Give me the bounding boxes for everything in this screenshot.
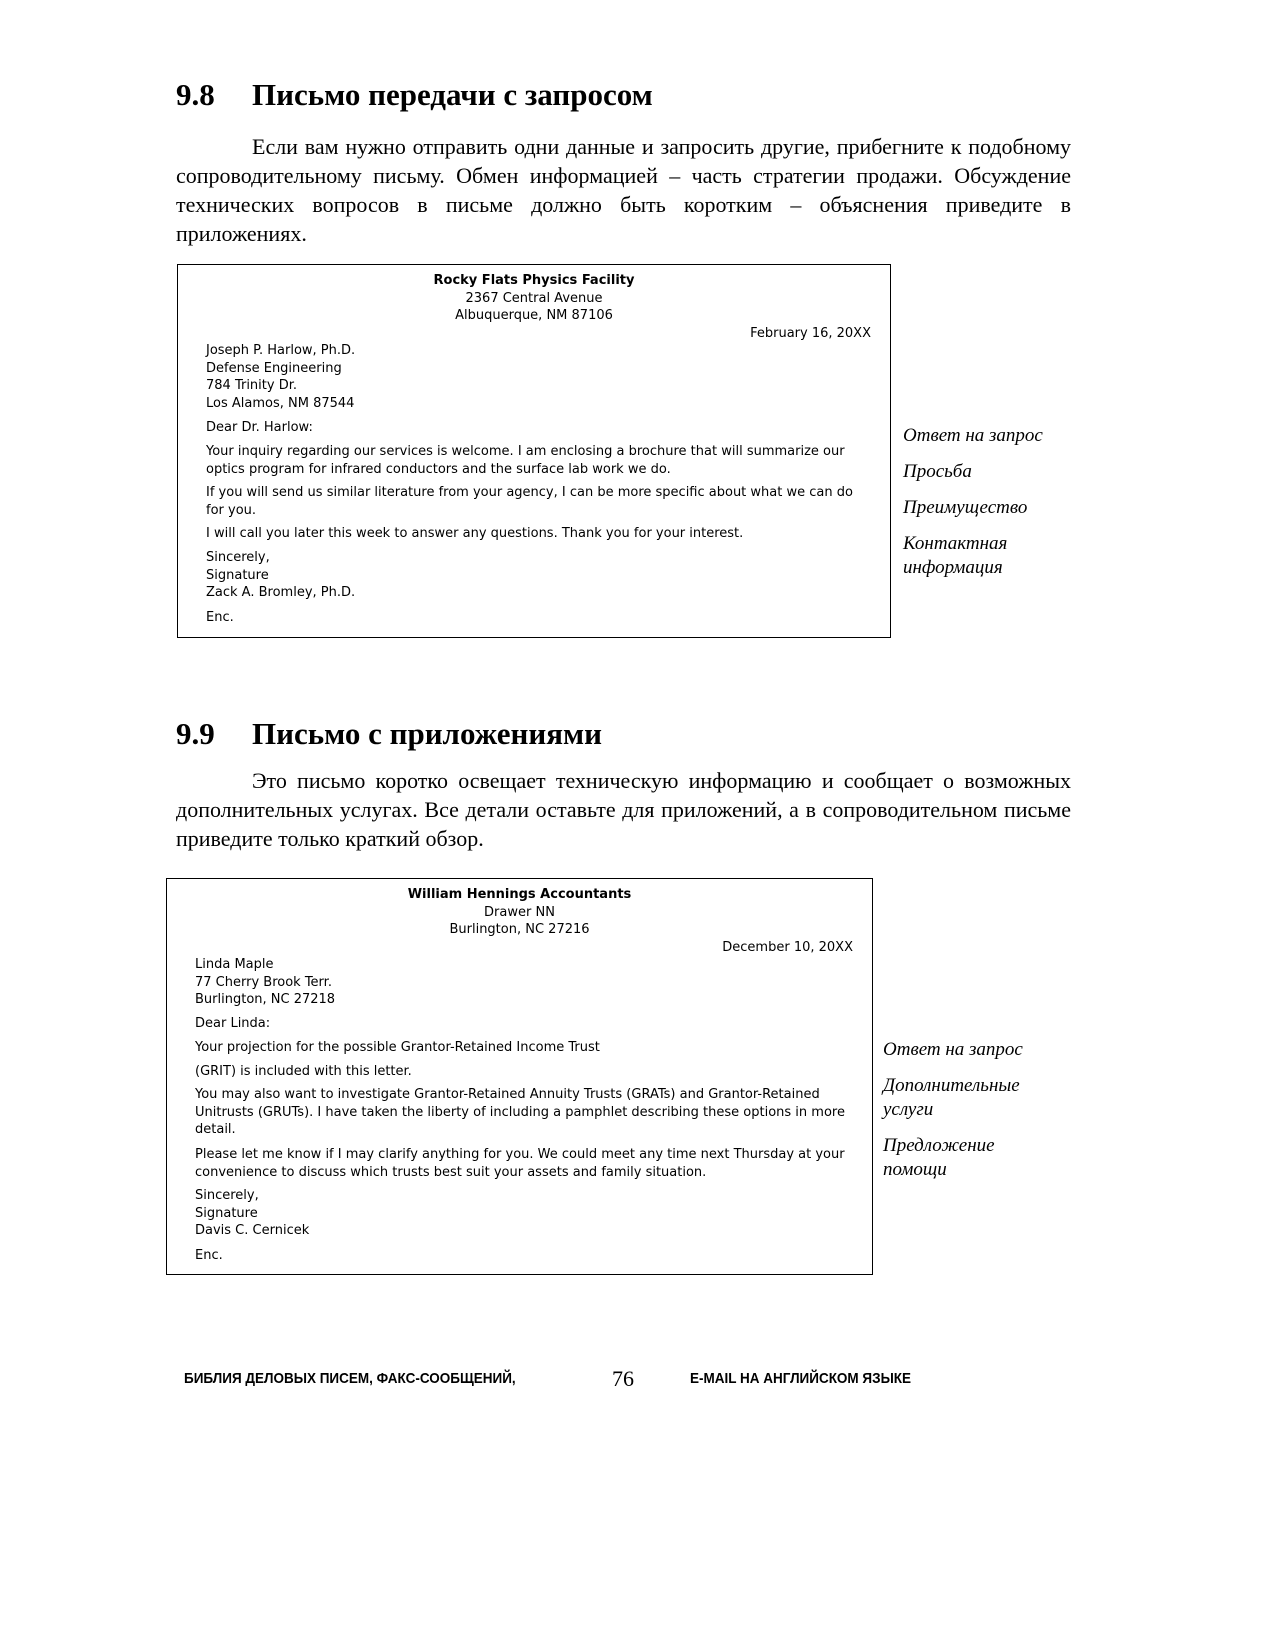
recipient-line: Burlington, NC 27218 <box>195 992 336 1007</box>
letterhead-organization: William Hennings Accountants <box>407 887 632 902</box>
letter-paragraph: Your projection for the possible Grantor-Retained Income Trust <box>195 1040 600 1055</box>
section-intro: Если вам нужно отправить одни данные и запросить другие, прибегните к подобному сопроводительному письму. Обмен информацией – часть стратегии продажи. Обсуждение технических вопросов в письме должно быть коротким – объяснения приведите в приложениях. <box>176 134 1071 246</box>
salutation: Dear Linda: <box>195 1016 271 1031</box>
closing: Sincerely, <box>195 1188 259 1203</box>
closing: Sincerely, <box>206 550 270 565</box>
letterhead <box>167 886 872 939</box>
letterhead-street: 2367 Central Avenue <box>465 290 603 306</box>
section-number: 9.8 <box>176 77 215 112</box>
section-title: Письмо передачи с запросом <box>252 77 653 112</box>
section-intro: Это письмо коротко освещает техническую информацию и сообщает о возможных дополнительных услугах. Все детали оставьте для приложений, а в сопроводительном письме приведите только краткий обзор. <box>176 768 1071 851</box>
letterhead-city: Albuquerque, NM 87106 <box>455 308 613 323</box>
letterhead-street: Drawer NN <box>484 904 555 920</box>
letter-box-2 <box>166 878 873 1275</box>
margin-notes-2 <box>883 1038 1053 1182</box>
letter-paragraph: Your inquiry regarding our services is welcome. I am enclosing a brochure that will summarize our optics program for infrared conductors and the surface lab work we do. <box>206 444 845 477</box>
page-number: 76 <box>612 1366 634 1391</box>
enclosure-note: Enc. <box>195 1248 223 1263</box>
letter-paragraph: You may also want to investigate Grantor-Retained Annuity Trusts (GRATs) and Grantor-Retained Unitrusts (GRUTs). I have taken the liberty of including a pamphlet describing these options in more detail. <box>195 1087 845 1137</box>
section-number: 9.9 <box>176 716 215 751</box>
margin-note: Дополнительные услуги <box>883 1075 1020 1120</box>
recipient-line: 77 Cherry Brook Terr. <box>195 974 332 990</box>
signer-name: Davis C. Cernicek <box>195 1223 310 1238</box>
signature-block <box>195 1187 850 1240</box>
recipient-line: Linda Maple <box>195 957 274 972</box>
signature: Signature <box>206 567 269 583</box>
margin-note: Ответ на запрос <box>883 1039 1023 1060</box>
signature-block <box>206 549 868 602</box>
section-title: Письмо с приложениями <box>252 716 602 751</box>
recipient-line: Los Alamos, NM 87544 <box>206 395 355 411</box>
letter-paragraph: (GRIT) is included with this letter. <box>195 1064 412 1079</box>
letter-date: February 16, 20XX <box>750 326 871 341</box>
margin-note: Просьба <box>903 461 972 482</box>
margin-notes-1 <box>903 424 1083 580</box>
signature: Signature <box>195 1205 258 1221</box>
footer-title-left: БИБЛИЯ ДЕЛОВЫХ ПИСЕМ, ФАКС-СООБЩЕНИЙ, <box>184 1370 516 1387</box>
margin-note: Ответ на запрос <box>903 425 1043 446</box>
letterhead-city: Burlington, NC 27216 <box>449 922 590 937</box>
letter-paragraph: If you will send us similar literature from your agency, I can be more specific about what we can do for you. <box>206 485 853 518</box>
footer-title-right: E-MAIL НА АНГЛИЙСКОМ ЯЗЫКЕ <box>690 1370 912 1387</box>
letter-paragraph: Please let me know if I may clarify anything for you. We could meet any time next Thursday at your convenience to discuss which trusts best suit your assets and family situation. <box>195 1147 845 1180</box>
recipient-address <box>195 956 850 1009</box>
recipient-line: Defense Engineering <box>206 360 342 376</box>
letter-box-1 <box>177 264 891 638</box>
margin-note: Предложение помощи <box>883 1135 995 1180</box>
margin-note: Контактная информация <box>903 533 1008 578</box>
section-heading-9-9 <box>176 716 602 752</box>
page-footer <box>184 1366 944 1396</box>
recipient-line: Joseph P. Harlow, Ph.D. <box>206 343 356 358</box>
letter-paragraph: I will call you later this week to answer any questions. Thank you for your interest. <box>206 526 744 541</box>
margin-note: Преимущество <box>903 497 1028 518</box>
recipient-line: 784 Trinity Dr. <box>206 378 297 393</box>
recipient-address <box>206 342 868 412</box>
salutation: Dear Dr. Harlow: <box>206 420 313 435</box>
letterhead-organization: Rocky Flats Physics Facility <box>433 273 635 288</box>
enclosure-note: Enc. <box>206 610 234 625</box>
letter-date: December 10, 20XX <box>722 940 853 955</box>
section-heading-9-8 <box>176 77 653 113</box>
letterhead <box>178 272 890 325</box>
signer-name: Zack A. Bromley, Ph.D. <box>206 585 356 600</box>
